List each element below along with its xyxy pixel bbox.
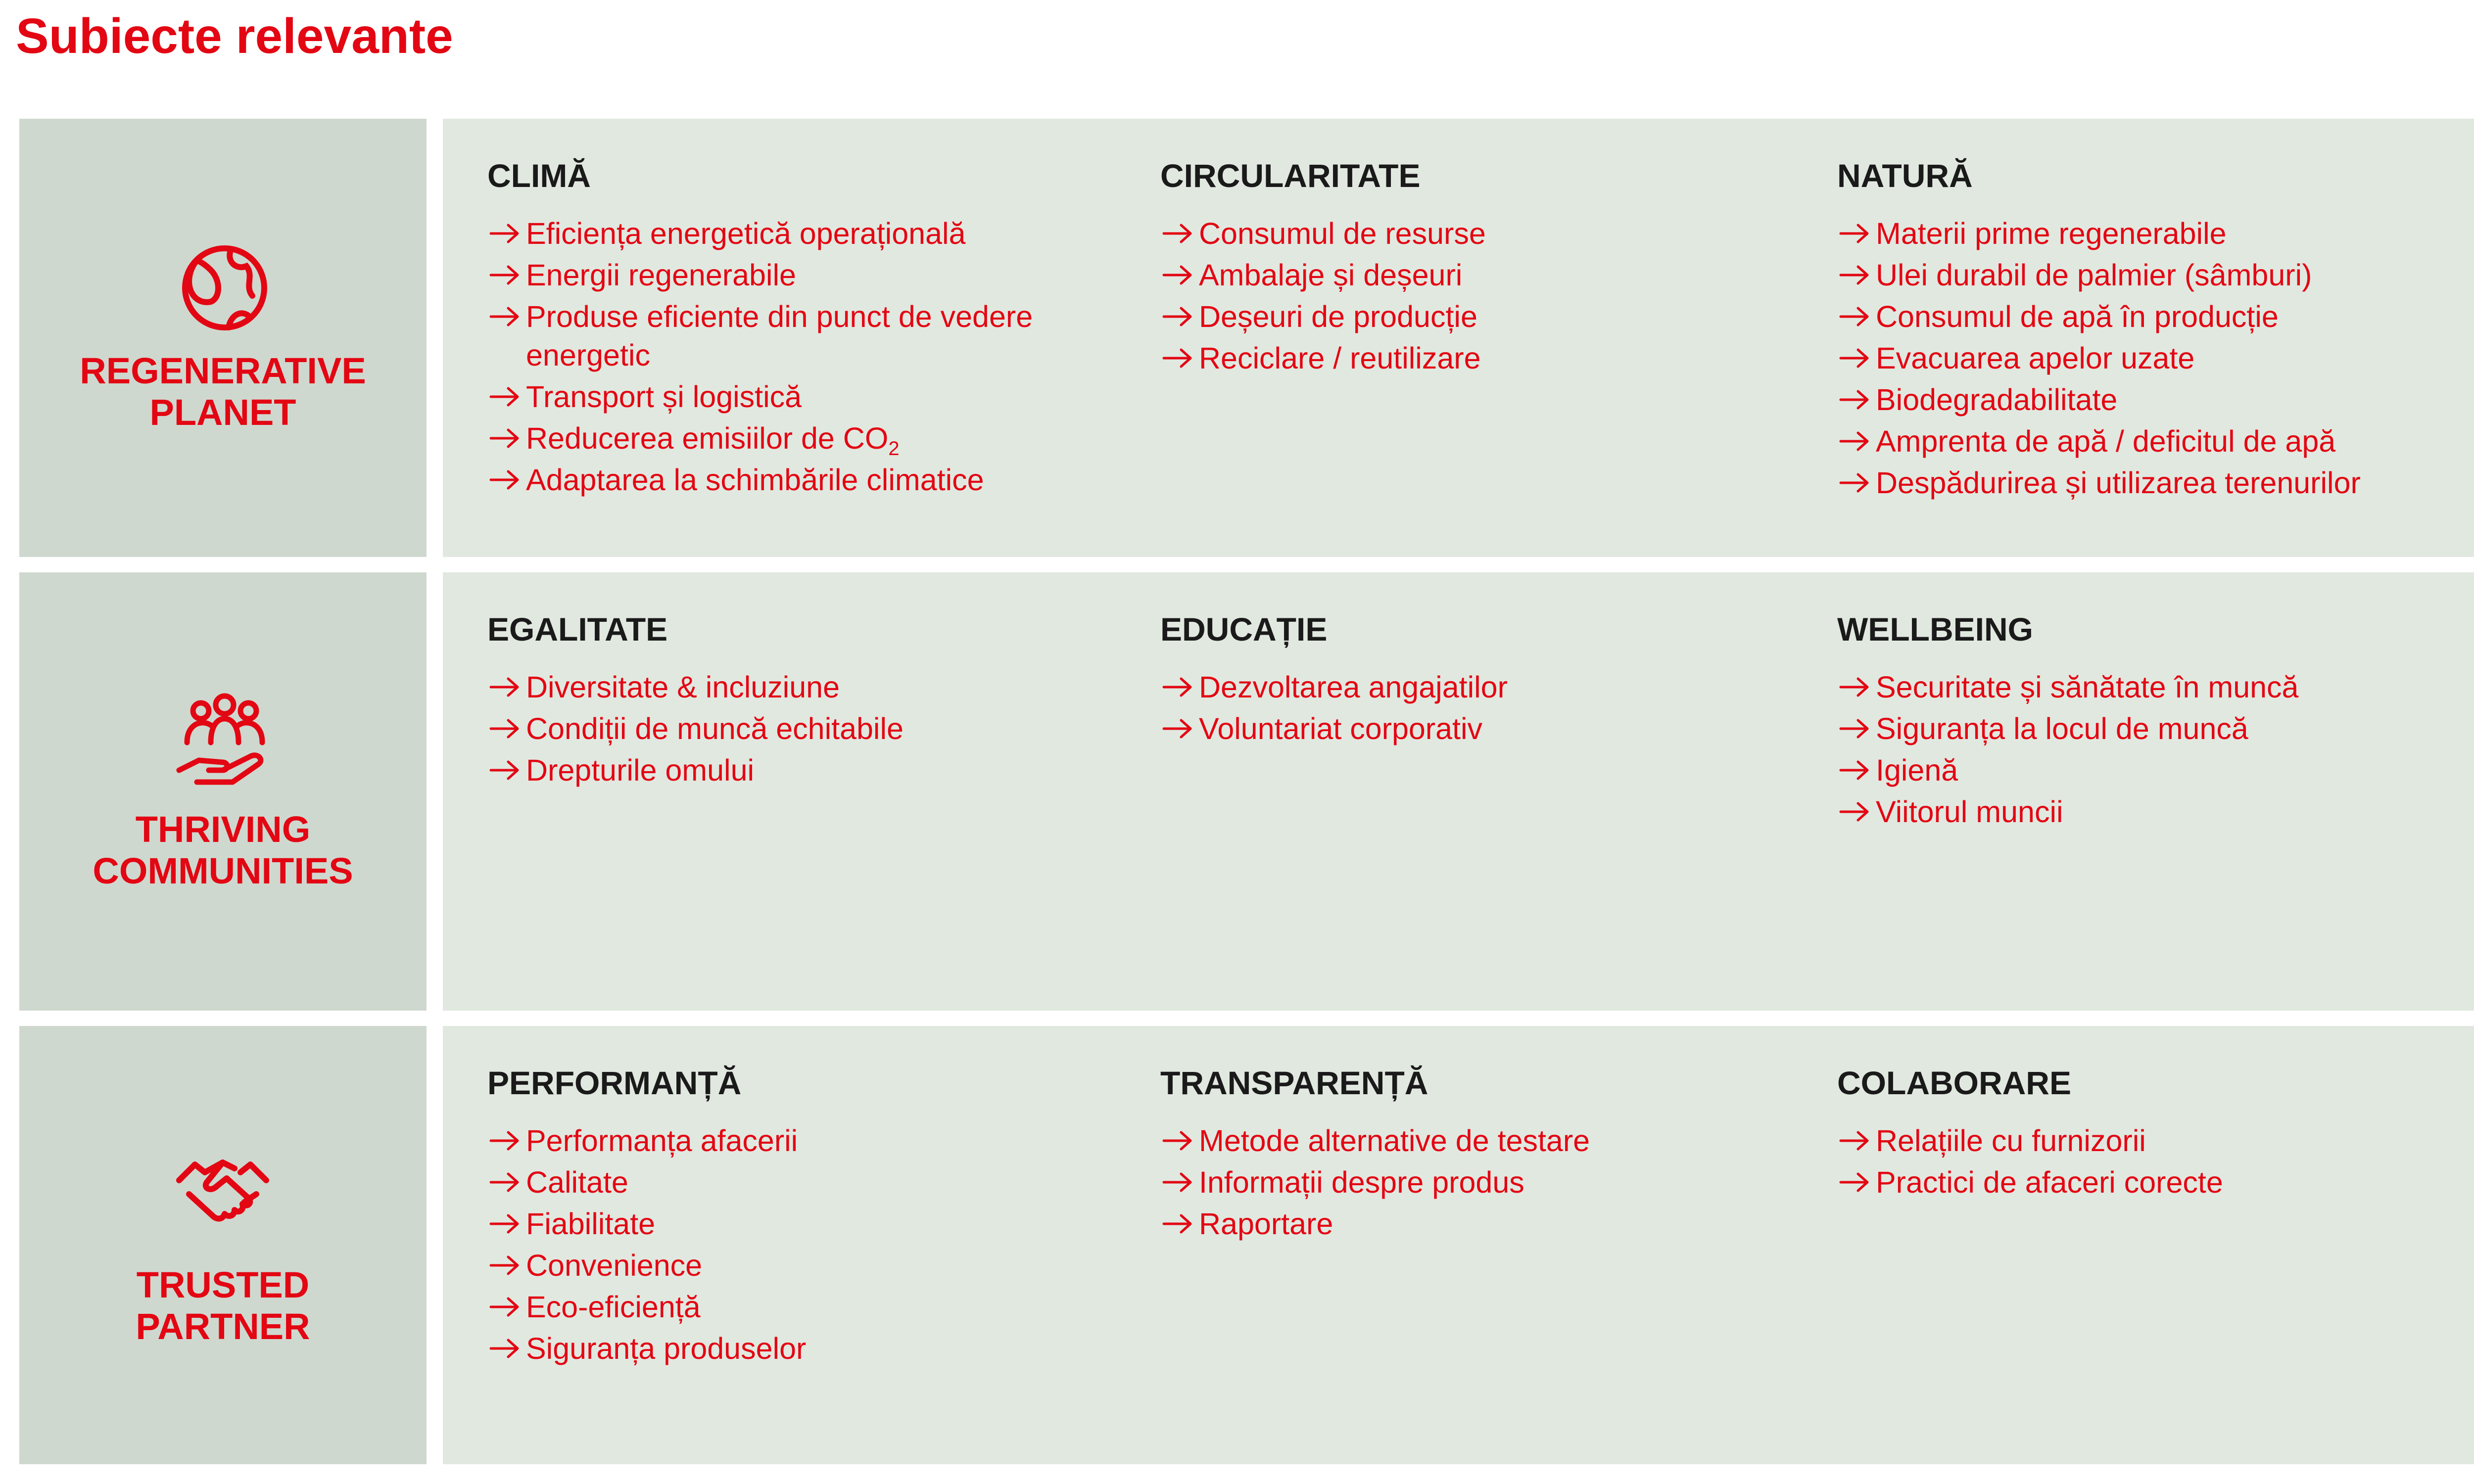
list-item: Voluntariat corporativ	[1160, 709, 1804, 748]
column-heading: CLIMĂ	[487, 157, 591, 194]
arrow-right-icon	[1160, 214, 1195, 253]
list-item: Metode alternative de testare	[1160, 1121, 1804, 1160]
list-item: Convenience	[487, 1246, 1131, 1285]
arrow-right-icon	[1160, 1121, 1195, 1160]
topic-column-natura	[1837, 156, 2474, 505]
list-item: Ambalaje și deșeuri	[1160, 256, 1804, 294]
column-heading: NATURĂ	[1837, 157, 1973, 194]
arrow-right-icon	[487, 256, 522, 294]
arrow-right-icon	[1837, 339, 1872, 377]
column-heading: WELLBEING	[1837, 611, 2033, 648]
list-item: Viitorul muncii	[1837, 792, 2474, 831]
list-item: Materii prime regenerabile	[1837, 214, 2474, 253]
arrow-right-icon	[1837, 1163, 1872, 1202]
list-item: Energii regenerabile	[487, 256, 1131, 294]
arrow-right-icon	[1160, 297, 1195, 336]
row-regenerative-planet	[19, 119, 2474, 557]
list-item: Drepturile omului	[487, 751, 1131, 789]
row-thriving-communities	[19, 572, 2474, 1011]
arrow-right-icon	[487, 1288, 522, 1326]
topic-column-clima	[487, 156, 1131, 502]
arrow-right-icon	[1837, 297, 1872, 336]
topic-column-performanta	[487, 1063, 1131, 1371]
list-item: Informații despre produs	[1160, 1163, 1804, 1202]
arrow-right-icon	[1160, 709, 1195, 748]
column-heading: CIRCULARITATE	[1160, 157, 1421, 194]
topics-panel	[443, 119, 2474, 557]
arrow-right-icon	[1160, 256, 1195, 294]
list-item: Practici de afaceri corecte	[1837, 1163, 2474, 1202]
topic-column-colaborare	[1837, 1063, 2474, 1205]
column-heading: PERFORMANȚĂ	[487, 1065, 742, 1101]
arrow-right-icon	[1837, 256, 1872, 294]
list-item: Consumul de resurse	[1160, 214, 1804, 253]
list-item: Ulei durabil de palmier (sâmburi)	[1837, 256, 2474, 294]
arrow-right-icon	[487, 461, 522, 499]
arrow-right-icon	[1160, 668, 1195, 706]
list-item: Reciclare / reutilizare	[1160, 339, 1804, 377]
list-item: Igienă	[1837, 751, 2474, 789]
list-item: Diversitate & incluziune	[487, 668, 1131, 706]
arrow-right-icon	[487, 1163, 522, 1202]
pillar-panel	[19, 1026, 427, 1464]
arrow-right-icon	[1837, 709, 1872, 748]
arrow-right-icon	[1837, 214, 1872, 253]
topic-column-wellbeing	[1837, 609, 2474, 834]
arrow-right-icon	[487, 709, 522, 748]
topics-panel	[443, 1026, 2474, 1464]
column-heading: EDUCAȚIE	[1160, 611, 1328, 648]
arrow-right-icon	[487, 1205, 522, 1243]
list-item: Performanța afacerii	[487, 1121, 1131, 1160]
people-hand-icon	[173, 691, 272, 790]
arrow-right-icon	[1837, 464, 1872, 502]
arrow-right-icon	[487, 1246, 522, 1285]
list-item: Biodegradabilitate	[1837, 380, 2474, 419]
pillar-panel	[19, 572, 427, 1011]
arrow-right-icon	[1160, 339, 1195, 377]
arrow-right-icon	[1837, 380, 1872, 419]
globe-leaf-icon	[173, 236, 272, 335]
arrow-right-icon	[1837, 668, 1872, 706]
list-item: Evacuarea apelor uzate	[1837, 339, 2474, 377]
list-item: Adaptarea la schimbările climatice	[487, 461, 1131, 499]
arrow-right-icon	[487, 1329, 522, 1368]
row-trusted-partner	[19, 1026, 2474, 1464]
pillar-panel	[19, 119, 427, 557]
arrow-right-icon	[1837, 422, 1872, 461]
arrow-right-icon	[487, 419, 522, 458]
list-item: Eco-eficiență	[487, 1288, 1131, 1326]
list-item: Eficiența energetică operațională	[487, 214, 1131, 253]
pillar-name: THRIVING COMMUNITIES	[93, 809, 353, 891]
topics-panel	[443, 572, 2474, 1011]
list-item: Fiabilitate	[487, 1205, 1131, 1243]
list-item: Amprenta de apă / deficitul de apă	[1837, 422, 2474, 461]
list-item: Calitate	[487, 1163, 1131, 1202]
page-title: Subiecte relevante	[16, 8, 453, 64]
arrow-right-icon	[487, 377, 522, 416]
list-item: Siguranța la locul de muncă	[1837, 709, 2474, 748]
handshake-icon	[173, 1139, 272, 1238]
arrow-right-icon	[487, 297, 522, 336]
arrow-right-icon	[1837, 1121, 1872, 1160]
list-item: Securitate și sănătate în muncă	[1837, 668, 2474, 706]
list-item: Deșeuri de producție	[1160, 297, 1804, 336]
arrow-right-icon	[1160, 1205, 1195, 1243]
column-heading: TRANSPARENȚĂ	[1160, 1065, 1428, 1101]
arrow-right-icon	[487, 668, 522, 706]
list-item: Despădurirea și utilizarea terenurilor	[1837, 464, 2474, 502]
arrow-right-icon	[487, 751, 522, 789]
list-item: Condiții de muncă echitabile	[487, 709, 1131, 748]
arrow-right-icon	[1837, 792, 1872, 831]
arrow-right-icon	[487, 214, 522, 253]
list-item: Reducerea emisiilor de $CO_2$	[487, 419, 1131, 458]
pillar-name: TRUSTED PARTNER	[136, 1264, 310, 1347]
topic-column-circularitate	[1160, 156, 1804, 380]
topic-column-egalitate	[487, 609, 1131, 792]
list-item: Produse eficiente din punct de vedere energetic	[487, 297, 1131, 374]
topic-column-transparenta	[1160, 1063, 1804, 1246]
column-heading: COLABORARE	[1837, 1065, 2071, 1101]
list-item: Transport și logistică	[487, 377, 1131, 416]
list-item: Consumul de apă în producție	[1837, 297, 2474, 336]
column-heading: EGALITATE	[487, 611, 668, 648]
list-item: Siguranța produselor	[487, 1329, 1131, 1368]
pillar-name: REGENERATIVE PLANET	[80, 350, 366, 433]
arrow-right-icon	[1837, 751, 1872, 789]
list-item: Raportare	[1160, 1205, 1804, 1243]
topic-column-educatie	[1160, 609, 1804, 751]
arrow-right-icon	[487, 1121, 522, 1160]
list-item: Dezvoltarea angajatilor	[1160, 668, 1804, 706]
arrow-right-icon	[1160, 1163, 1195, 1202]
list-item: Relațiile cu furnizorii	[1837, 1121, 2474, 1160]
